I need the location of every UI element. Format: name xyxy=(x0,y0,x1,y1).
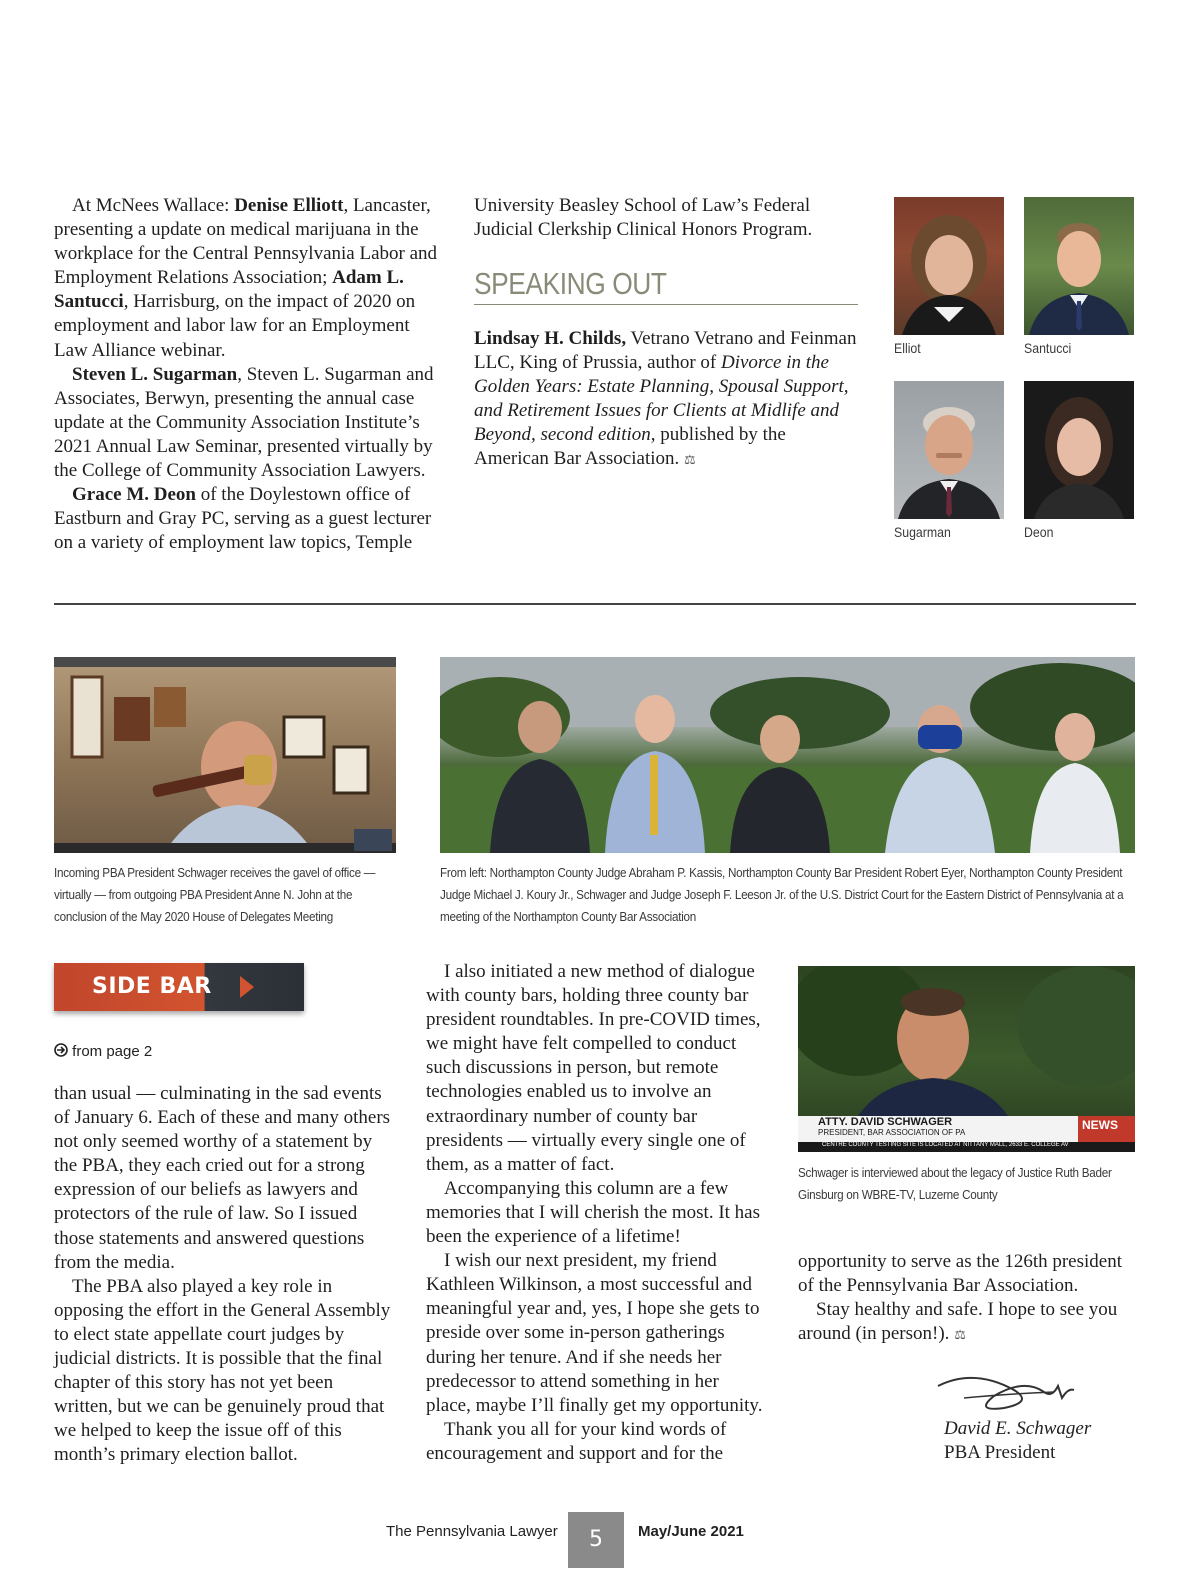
caption-gavel: Incoming PBA President Schwager receives the gavel of office — virtually — from outgoing PBA President Anne N. John at the conclusion of the May 2020 House of Delegates Meeting xyxy=(54,865,376,924)
column-2-top: University Beasley School of Law’s Federal Judicial Clerkship Clinical Honors Program. xyxy=(474,195,813,241)
signer-title: PBA President xyxy=(944,1442,1056,1463)
section-heading-speaking-out: SPEAKING OUT xyxy=(474,266,667,301)
photo-tv-interview xyxy=(798,966,1135,1152)
name-deon: Grace M. Deon xyxy=(72,484,196,506)
continued-from: from page 2 xyxy=(54,1043,152,1060)
signature-icon xyxy=(934,1368,1084,1418)
sidebar-label: SIDE BAR xyxy=(92,974,212,999)
portrait-elliott-image xyxy=(894,197,1004,335)
name-sugarman: Steven L. Sugarman xyxy=(72,363,238,385)
photo-gavel-image xyxy=(54,657,396,853)
portrait-caption-sugarman: Sugarman xyxy=(894,524,951,540)
heading-underline xyxy=(474,304,858,305)
tv-ticker: CENTRE COUNTY TESTING SITE IS LOCATED AT NITTANY MALL, 2633 E. COLLEGE AV xyxy=(822,1142,1069,1148)
caption-tv: Schwager is interviewed about the legacy of Justice Ruth Bader Ginsburg on WBRE-TV, Luzerne County xyxy=(798,1165,1112,1202)
portrait-elliott xyxy=(894,197,1004,335)
portrait-caption-elliott: Elliot xyxy=(894,340,921,356)
name-childs: Lindsay H. Childs, xyxy=(474,328,627,349)
portrait-santucci xyxy=(1024,197,1134,335)
portrait-sugarman-image xyxy=(894,381,1004,519)
portrait-caption-santucci: Santucci xyxy=(1024,340,1072,356)
portrait-deon xyxy=(1024,381,1134,519)
footer-publication: The Pennsylvania Lawyer xyxy=(386,1523,558,1540)
portrait-caption-deon: Deon xyxy=(1024,524,1054,540)
page-number: 5 xyxy=(568,1512,624,1568)
sidebar-column-1: than usual — culminating in the sad events of January 6. Each of these and many others not only seemed worthy of a statement by the PBA, they each cried out for a strong expression of our beliefs as lawyers and protectors of the rule of law. So I issued those statements and answered questions from the media. The PBA also played a key role in opposing the effort in the General Assembly to elect state appellate court judges by judicial districts. It is possible that the final chapter of this story has not yet been written, but we can be genuinely proud that we helped to keep the issue off of this month’s primary election ballot. xyxy=(54,1083,391,1466)
portrait-santucci-image xyxy=(1024,197,1134,335)
photo-group-northampton xyxy=(440,657,1135,853)
section-divider xyxy=(54,603,1136,605)
portrait-deon-image xyxy=(1024,381,1134,519)
book-title: Divorce in the Golden Years: Estate Planning, Spousal Support, and Retirement Issues for Clients at Midlife and Beyond, second edition xyxy=(474,352,849,446)
photo-group-image xyxy=(440,657,1135,853)
tv-lower-third-name: ATTY. DAVID SCHWAGER xyxy=(818,1116,953,1128)
column-1-top: At McNees Wallace: Denise Elliott, Lancaster, presenting a update on medical marijuana in the workplace for the Central Pennsylvania Labor and Employment Relations Association; Adam L. Santucci, Harrisburg, on the impact of 2020 on employment and labor law for an Employment Law Alliance webinar. Steven L. Sugarman, Steven L. Sugarman and Associates, Berwyn, presenting the annual case update at the Community Association Institute’s 2021 Annual Law Seminar, presented virtually by the College of Community Association Lawyers. Grace M. Deon of the Doylestown office of Eastburn and Gray PC, serving as a guest lecturer on a variety of employment law topics, Temple xyxy=(54,195,438,554)
caption-group: From left: Northampton County Judge Abraham P. Kassis, Northampton County Bar President Robert Eyer, Northampton County President Judge Michael J. Koury Jr., Schwager and Judge Joseph F. Leeson Jr. of the U.S. District Court for the Eastern District of Pennsylvania at a meeting of the Northampton County Bar Association xyxy=(440,865,1124,924)
tv-logo: NEWS xyxy=(1082,1118,1118,1132)
photo-gavel-zoom xyxy=(54,657,396,853)
sidebar-column-2: I also initiated a new method of dialogue with county bars, holding three county bar president roundtables. In pre-COVID times, we might have felt compelled to conduct such discussions in person, but remote technologies enabled us to involve an extraordinary number of county bar presidents — virtually every single one of them, as a matter of fact. Accompanying this column are a few memories that I will cherish the most. It has been the experience of a lifetime! I wish our next president, my friend Kathleen Wilkinson, a most successful and meaningful year and, yes, I hope she gets to preside over some in-person gatherings during her tenure. And if she needs her predecessor to attend something in her place, maybe I’ll finally get my opportunity. Thank you all for your kind words of encouragement and support and for the xyxy=(426,961,763,1464)
sidebar-column-3: opportunity to serve as the 126th president of the Pennsylvania Bar Association. Stay healthy and safe. I hope to see you around (in person!). ⚖ xyxy=(798,1251,1122,1345)
end-mark-icon: ⚖ xyxy=(684,453,696,469)
signer-name: David E. Schwager xyxy=(944,1418,1092,1439)
name-santucci: Adam L. Santucci xyxy=(54,267,404,313)
tv-lower-third-title: PRESIDENT, BAR ASSOCIATION OF PA xyxy=(818,1128,966,1137)
name-elliott: Denise Elliott xyxy=(234,195,344,216)
speaking-out-body: Lindsay H. Childs, Vetrano Vetrano and Feinman LLC, King of Prussia, author of Divorce in the Golden Years: Estate Planning, Spousal Support, and Retirement Issues for Clients at Midlife and Beyond, second edition, published by the American Bar Association. ⚖ xyxy=(474,328,857,470)
end-mark-icon: ⚖ xyxy=(954,1328,966,1344)
continue-arrow-icon xyxy=(54,1043,68,1057)
portrait-sugarman xyxy=(894,381,1004,519)
arrow-right-icon xyxy=(240,976,254,998)
sidebar-tag xyxy=(54,963,304,1011)
footer-issue: May/June 2021 xyxy=(638,1523,744,1540)
